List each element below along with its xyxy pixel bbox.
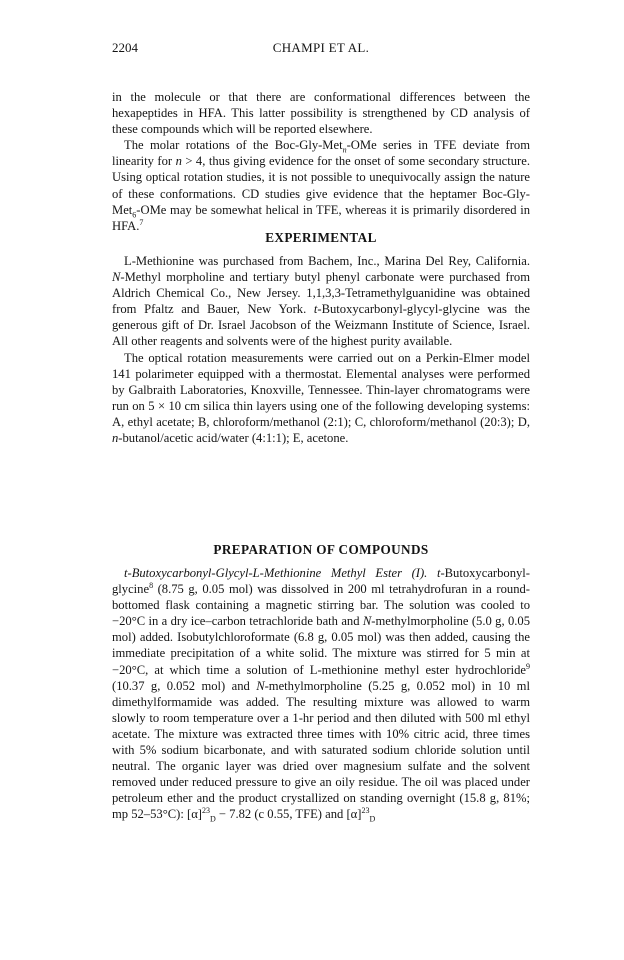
page-number: 2204 (112, 40, 138, 55)
experimental-paragraph-2: The optical rotation measurements were carried out on a Perkin-Elmer model 141 polarimeter equipped with a thermostat. Elemental analyses were performed by Galbraith Laboratories, Knoxville, Tennessee. Thin-layer chromatograms were run on 5 × 10 cm silica thin layers using one of the following developing systems: A, ethyl acetate; B, chloroform/methanol (2:1); C, chloroform/methanol (20:3); D, n-butanol/acetic acid/water (4:1:1); E, acetone. (112, 350, 530, 446)
compound-title: t-Butoxycarbonyl-Glycyl-L-Methionine Methyl Ester (I). (124, 566, 428, 580)
intro-paragraph-1: in the molecule or that there are conformational differences between the hexapeptides in HFA. This latter possibility is strengthened by CD analysis of these compounds which will be reported elsewhere. (112, 90, 530, 137)
preparation-paragraph-1: t-Butoxycarbonyl-Glycyl-L-Methionine Methyl Ester (I). t-Butoxycarbonyl-glycine$^8$ (8.75 g, 0.05 mol) was dissolved in 200 ml tetrahydrofuran in a round-bottomed flask containing a magnetic stirring bar. The solution was cooled to −20°C in a dry ice–carbon tetrachloride bath and N-methylmorpholine (5.0 g, 0.05 mol) added. Isobutylchloroformate (6.8 g, 0.05 mol) was then added, causing the immediate precipitation of a white solid. The mixture was stirred for 5 min at −20°C, at which time a solution of L-methionine methyl ester hydrochloride$^9$ (10.37 g, 0.052 mol) and N-methylmorpholine (5.25 g, 0.052 mol) in 10 ml dimethylformamide was added. The resulting mixture was allowed to warm slowly to room temperature over a 1-hr period and then diluted with 500 ml ethyl acetate. The mixture was extracted three times with 10% citric acid, three times with 5% sodium bicarbonate, and with saturated sodium chloride solution until neutral. The organic layer was dried over magnesium sulfate and the solvent removed under reduced pressure to give an oily residue. The oil was placed under petroleum ether and the product crystallized on standing overnight (15.8 g, 81%; mp 52–53°C): $[\alpha]^{23}_D - 7.82$ (c 0.55, TFE) and $[\alpha]^{23}_D$ (112, 566, 530, 824)
running-head: CHAMPI ET AL. (272, 40, 370, 55)
intro-section (112, 89, 530, 234)
page-header (112, 40, 530, 60)
experimental-paragraph-1: L-Methionine was purchased from Bachem, Inc., Marina Del Rey, California. N-Methyl morpholine and tertiary butyl phenyl carbonate were purchased from Aldrich Chemical Co., New Jersey. 1,1,3,3-Tetramethylguanidine was obtained from Pfaltz and Bauer, New York. t-Butoxycarbonyl-glycyl-glycine was the generous gift of Dr. Israel Jacobson of the Weizmann Institute of Science, Israel. All other reagents and solvents were of the highest purity available. (112, 254, 530, 349)
preparation-section (112, 565, 530, 823)
preparation-heading: PREPARATION OF COMPOUNDS (213, 542, 429, 557)
intro-paragraph-2: The molar rotations of the Boc-Gly-Met$_n$-OMe series in TFE deviate from linearity for n > 4, thus giving evidence for the onset of some secondary structure. Using optical rotation studies, it is not possible to unequivocally assign the nature of these conformations. CD studies give evidence that the heptamer Boc-Gly-Met$_6$-OMe may be somewhat helical in TFE, whereas it is primarily disordered in HFA.$^7$ (112, 138, 531, 233)
experimental-heading: EXPERIMENTAL (265, 230, 377, 245)
experimental-section (112, 253, 530, 446)
